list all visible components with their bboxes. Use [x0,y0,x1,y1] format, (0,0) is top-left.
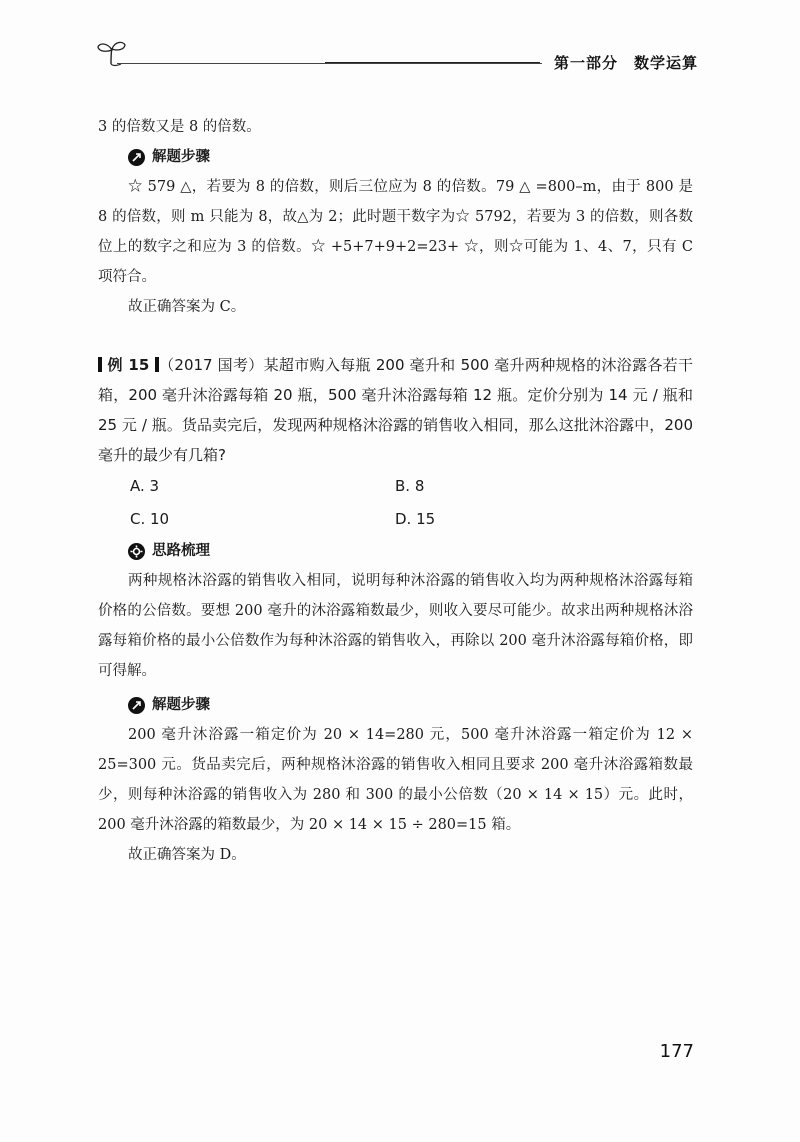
option-b: B. 8 [395,477,425,495]
example-question [98,350,693,470]
steps-heading-label: 解题步骤 [152,697,210,713]
option-c: C. 10 [130,510,170,528]
answer-text-2: 故正确答案为 D。 [128,847,246,863]
option-d: D. 15 [395,510,436,528]
section-title: 第一部分 数学运算 [553,54,698,72]
gear-icon [128,543,145,560]
answer-options [130,470,693,536]
example-question-text: （2017 国考）某超市购入每瓶 200 毫升和 500 毫升两种规格的沐浴露各若干箱，200 毫升沐浴露每箱 20 瓶，500 毫升沐浴露每箱 12 瓶。定价分别为 14 元 / 瓶和 25 元 / 瓶。货品卖完后，发现两种规格沐浴露的销售收入相同，那么这批沐浴露中，200 毫升的最少有几箱? [98,356,693,464]
steps-icon [128,697,145,714]
page-header [95,38,700,78]
analysis-heading-label: 思路梳理 [152,543,210,559]
steps-icon [128,149,145,166]
spacer [98,322,693,350]
page-content [98,112,693,870]
analysis-text: 两种规格沐浴露的销售收入相同，说明每种沐浴露的销售收入均为两种规格沐浴露每箱价格的公倍数。要想 200 毫升的沐浴露箱数最少，则收入要尽可能少。故求出两种规格沐浴露每箱价格的最小公倍数作为每种沐浴露的销售收入，再除以 200 毫升沐浴露每箱价格，即可得解。 [98,573,693,679]
answer-text-1: 故正确答案为 C。 [128,299,246,315]
option-a: A. 3 [130,477,160,495]
header-underline [117,63,542,64]
example-label-text: 例 15 [107,356,150,374]
page-number: 177 [659,1041,694,1062]
steps-heading-label: 解题步骤 [152,149,210,165]
continuation-text: 3 的倍数又是 8 的倍数。 [98,119,261,135]
steps-heading-2 [128,690,693,720]
solution-text: 200 毫升沐浴露一箱定价为 20 × 14=280 元，500 毫升沐浴露一箱定价为 12 × 25=300 元。货品卖完后，两种规格沐浴露的销售收入相同且要求 200 毫升沐浴露箱数最少，则每种沐浴露的销售收入为 280 和 300 的最小公倍数（20 × 14 × 15）元。此时，200 毫升沐浴露的箱数最少，为 20 × 14 × 15 ÷ 280=15 箱。 [98,727,693,833]
analysis-heading [128,536,693,566]
bar-mark-icon [98,357,102,372]
steps-heading-1 [128,142,693,172]
example-label [98,356,159,374]
steps-text-1: ☆ 579 △，若要为 8 的倍数，则后三位应为 8 的倍数。79 △ =800–m，由于 800 是 8 的倍数，则 m 只能为 8，故△为 2；此时题干数字为☆ 5792，若要为 3 的倍数，则各数位上的数字之和应为 3 的倍数。☆ +5+7+9+2=23+ ☆，则☆可能为 1、4、7，只有 C 项符合。 [98,179,693,285]
